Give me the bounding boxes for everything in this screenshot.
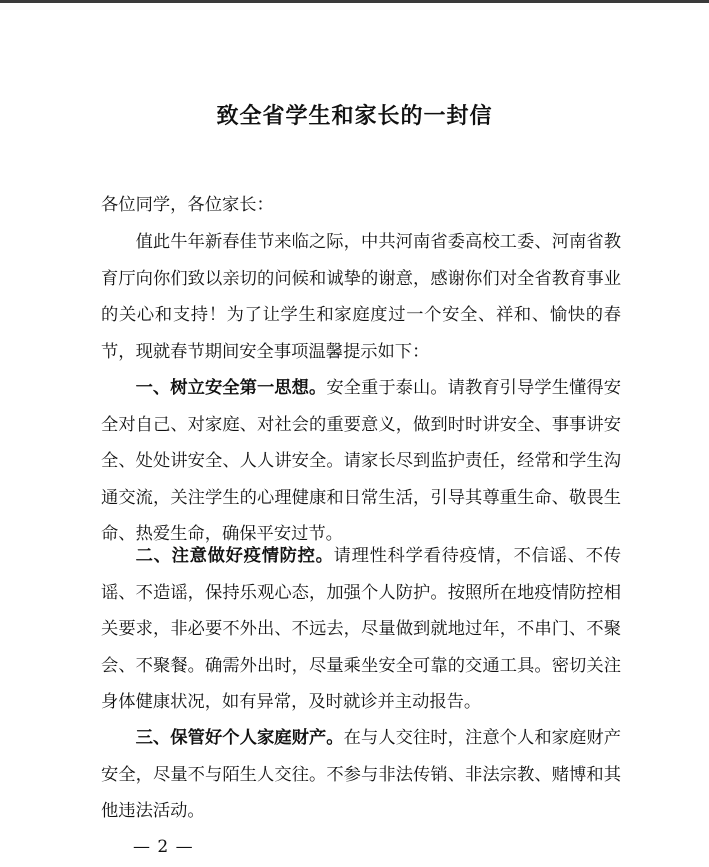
section-heading-2: 二、注意做好疫情防控。 xyxy=(135,546,334,566)
section-text-1: 安全重于泰山。请教育引导学生懂得安全对自己、对家庭、对社会的重要意义，做到时时讲安全、事事讲安全、处处讲安全、人人讲安全。请家长尽到监护责任，经常和学生沟通交流，关注学生的心理健康和日常生活，引导其尊重生命、敬畏生命、热爱生命，确保平安过节。 xyxy=(101,378,621,545)
document-title: 致全省学生和家长的一封信 xyxy=(216,104,493,129)
section-heading-1: 一、树立安全第一思想。 xyxy=(135,378,327,398)
section-paragraph-3 xyxy=(101,720,621,830)
section-heading-3: 三、保管好个人家庭财产。 xyxy=(135,728,344,748)
section-paragraph-1 xyxy=(101,370,621,553)
section-text-3: 在与人交往时，注意个人和家庭财产安全，尽量不与陌生人交往。不参与非法传销、非法宗教、赌博和其他违法活动。 xyxy=(101,728,621,822)
page-number: — 2 — xyxy=(133,837,194,857)
salutation: 各位同学，各位家长： xyxy=(101,195,274,215)
section-paragraph-2 xyxy=(101,538,621,721)
intro-paragraph: 值此牛年新春佳节来临之际，中共河南省委高校工委、河南省教育厅向你们致以亲切的问候和诚挚的谢意，感谢你们对全省教育事业的关心和支持！为了让学生和家庭度过一个安全、祥和、愉快的春节，现就春节期间安全事项温馨提示如下： xyxy=(101,232,621,362)
section-text-2: 请理性科学看待疫情，不信谣、不传谣、不造谣，保持乐观心态，加强个人防护。按照所在地疫情防控相关要求，非必要不外出、不远去，尽量做到就地过年，不串门、不聚会、不聚餐。确需外出时，尽量乘坐安全可靠的交通工具。密切关注身体健康状况，如有异常，及时就诊并主动报告。 xyxy=(101,546,621,713)
